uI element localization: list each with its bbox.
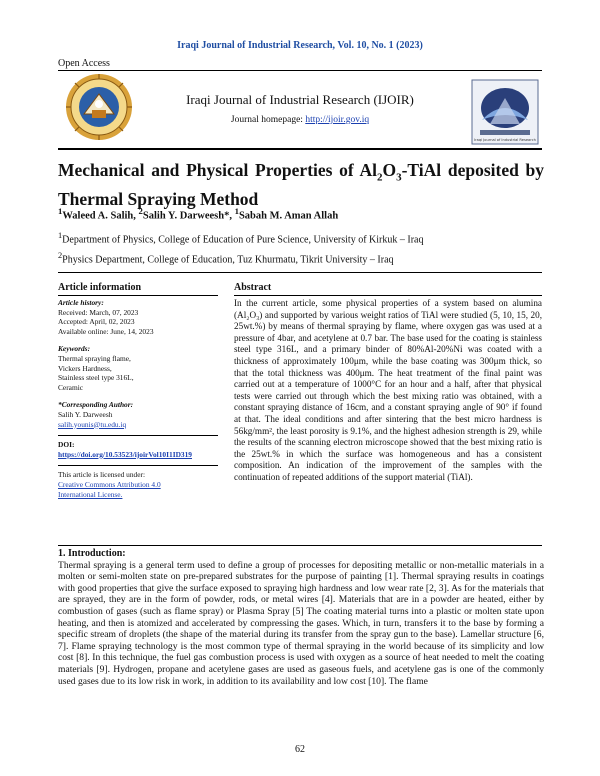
author-1-sup: 1 [58,206,63,216]
keyword-item: Thermal spraying flame, [58,353,131,363]
info-divider [58,465,218,466]
accepted-date: Accepted: April, 02, 2023 [58,317,135,327]
license-link[interactable]: Creative Commons Attribution 4.0 [58,479,161,489]
keyword-item: Vickers Hardness, [58,363,112,373]
license-text: This article is licensed under: [58,470,146,480]
license-link-2[interactable]: International License. [58,489,123,499]
introduction-heading: 1. Introduction: [58,548,126,559]
corresponding-author-name: Salih Y. Darweesh [58,409,113,419]
author-3: Sabah M. Aman Allah [238,210,339,222]
author-list [58,206,338,222]
affiliation-1-text: Department of Physics, College of Education of Pure Science, University of Kirkuk – Iraq [62,234,424,246]
info-divider [58,435,218,436]
article-title [58,160,544,210]
keywords-label: Keywords: [58,344,91,354]
corresponding-author-label: *Corresponding Author: [58,400,134,410]
author-1: Waleed A. Salih, [62,210,139,222]
abstract-panel [234,282,542,484]
cover-logo-caption: Iraqi Journal of Industrial Research [474,138,536,142]
author-3-sup: 1 [234,206,239,216]
title-part-2: O [382,160,397,180]
title-part-1: Mechanical and Physical Properties of Al [58,160,377,180]
affiliation-1 [58,231,423,245]
page-number: 62 [295,744,305,755]
article-info-heading: Article information [58,282,218,296]
title-subscript-1: 2 [376,171,383,184]
journal-name: Iraqi Journal of Industrial Research (IJOIR) [186,92,414,107]
keyword-item: Stainless steel type 316L, [58,373,134,383]
corresponding-email-link[interactable]: salih.younis@tu.edu.iq [58,419,127,429]
article-info-panel [58,282,218,499]
top-divider [58,70,542,71]
homepage-label: Journal homepage: [230,115,306,125]
section-divider [58,545,542,546]
affiliation-2-text: Physics Department, College of Education, Tuz Khurmatu, Tikrit University – Iraq [62,254,394,266]
title-part-3: -TiAl deposited by Thermal Spraying Method [58,160,544,209]
author-2-sup: 2 [138,206,143,216]
introduction-section [58,548,544,687]
author-2: Salih Y. Darweesh*, [142,210,235,222]
open-access-label: Open Access [58,58,110,69]
affiliation-1-sup: 1 [58,231,63,240]
affiliation-2 [58,251,394,265]
history-label: Article history: [58,298,104,307]
doi-link[interactable]: https://doi.org/10.53523/ijoirVol10I1ID319 [58,449,192,459]
available-date: Available online: June, 14, 2023 [58,326,154,336]
introduction-text: Thermal spraying is a general term used to define a group of processes for depositing metallic or non-metallic materials in a molten or semi-molten state on pre-prepared substrates for the purpose of painting [1]. Thermal spraying results in coatings with good properties that give the surface exposed to spraying high hardness and low wear rate [2, 3]. As for the materials that are sprayed, they are in the form of powder, rods, or metal wires [4]. Materials that are in a powder are heated, either by combustion of gases (such as flame spray) or Plasma Spray [5] The coating material turns into a plastic or molten state upon heating, and then is atomized and accelerated by compressing the gases. Which, in turn, transfers it to the base by forming a specific stream of droplets (the shape of the material during its transfer from the spray gun to the base). Lamellar structure [6, 7]. Flame spraying technology is the most common type of thermal spraying in the world because of its simplicity and low cost [8]. In this technique, the fuel gas combustion process is used with oxygen as a source of heat needed to melt the coating materials [9]. Hydrogen, propane and acetylene gases are used as gaseous fuels, and acetylene gas is one of the commonly used gases due to its low risk in work, in addition to its availability and low cost [10]. The flame [58,559,544,687]
journal-running-header: Iraqi Journal of Industrial Research, Vol. 10, No. 1 (2023) [177,40,423,51]
abstract-heading: Abstract [234,282,542,296]
received-date: Received: March, 07, 2023 [58,307,139,317]
keywords-label-text: Keywords [58,344,88,354]
header-divider [58,148,542,150]
title-subscript-2: 3 [396,171,402,184]
affiliation-divider [58,272,542,273]
keyword-item: Ceramic [58,382,84,392]
abstract-text: In the current article, some physical properties of a system based on alumina (Al₂O₃) and supported by various weight ratios of TiAl were studied (5, 10, 15, 20, 25wt.%) by means of thermal spraying by flame, where oxygen gas was used at a pressure of 4bar, and acetylene at 0.7 bar. The base used for the coating is stainless steel type 316L, and a primary binder of 80%Al-20%Ni was coated with a thickness of approximately 100μm, while the base coating was 300μm thick, so that the total thickness was 400μm. The heat treatment of the final paint was carried out at a temperature of 1000°C for an hour and a half, after that physical tests were carried out through which the best mixing ratio was obtained, with a constant spraying distance of 16cm, and a constant spraying angle of 90° if found at that. The ideal conditions and after sintering that the best micro hardness is 56kg/mm², the least porosity is 9.1%, and the highest adhesion strength is 29, while the results of the scanning electron microscope showed that the best mixing ratio is the 25wt.% in which the surface was homogeneous and has a consistent composition. An indication of the improvement of the samples with the continuation of repeated additions of the support material (TiAl). [234,298,542,482]
homepage-link[interactable]: http://ijoir.gov.iq [305,115,370,125]
journal-cover-logo [470,78,540,146]
affiliation-2-sup: 2 [58,251,63,260]
doi-label: DOI: [58,440,75,450]
